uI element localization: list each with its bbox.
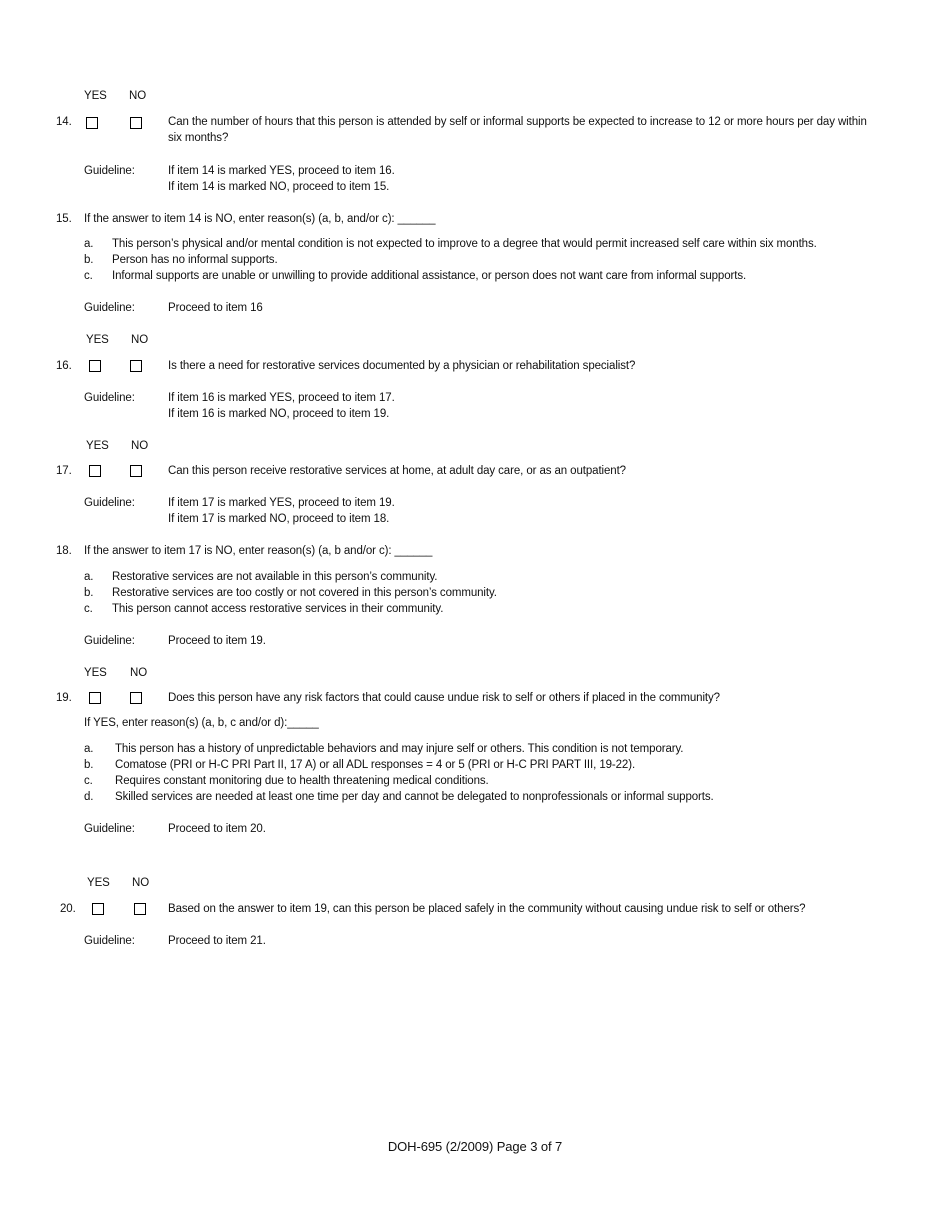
item-15-number: 15.: [56, 213, 72, 225]
item-15-guideline: Proceed to item 16: [168, 302, 263, 314]
item-19-number: 19.: [56, 692, 72, 704]
item-18-number: 18.: [56, 545, 72, 557]
item-20-yes-checkbox[interactable]: [92, 903, 104, 915]
guideline-label: Guideline:: [84, 635, 135, 647]
no-label: NO: [132, 877, 150, 889]
item-17-guideline-yes: If item 17 is marked YES, proceed to item 19.: [168, 497, 395, 509]
item-20-guideline: Proceed to item 21.: [168, 935, 266, 947]
item-19-option-letter: a.: [84, 743, 94, 755]
item-20-no-checkbox[interactable]: [134, 903, 146, 915]
item-18-option-letter: c.: [84, 603, 93, 615]
item-19-option-letter: b.: [84, 759, 94, 771]
item-16-guideline-no: If item 16 is marked NO, proceed to item 19.: [168, 408, 390, 420]
item-14-question-cont: six months?: [168, 132, 229, 144]
guideline-label: Guideline:: [84, 823, 135, 835]
item-14-number: 14.: [56, 116, 72, 128]
item-17-number: 17.: [56, 465, 72, 477]
no-label: NO: [131, 440, 149, 452]
item-14-yes-checkbox[interactable]: [86, 117, 98, 129]
item-18-option-text: Restorative services are too costly or not covered in this person’s community.: [112, 587, 497, 599]
item-14-no-checkbox[interactable]: [130, 117, 142, 129]
item-14-question: Can the number of hours that this person is attended by self or informal supports be expected to increase to 12 or more hours per day within: [168, 116, 867, 128]
item-18-option-text: This person cannot access restorative services in their community.: [112, 603, 444, 615]
item-15-option-letter: c.: [84, 270, 93, 282]
item-18-option-text: Restorative services are not available in this person’s community.: [112, 571, 438, 583]
item-15-prompt: If the answer to item 14 is NO, enter reason(s) (a, b, and/or c): ______: [84, 213, 436, 225]
item-15-option-letter: a.: [84, 238, 94, 250]
item-17-guideline-no: If item 17 is marked NO, proceed to item 18.: [168, 513, 390, 525]
item-16-no-checkbox[interactable]: [130, 360, 142, 372]
item-16-number: 16.: [56, 360, 72, 372]
item-19-prompt: If YES, enter reason(s) (a, b, c and/or d):_____: [84, 717, 319, 729]
guideline-label: Guideline:: [84, 302, 135, 314]
item-15-option-text: Person has no informal supports.: [112, 254, 278, 266]
item-19-option-text: Requires constant monitoring due to health threatening medical conditions.: [115, 775, 489, 787]
item-19-option-text: Comatose (PRI or H-C PRI Part II, 17 A) or all ADL responses = 4 or 5 (PRI or H-C PRI PART III, 19-22).: [115, 759, 636, 771]
page-footer: DOH-695 (2/2009) Page 3 of 7: [387, 1139, 563, 1154]
guideline-label: Guideline:: [84, 935, 135, 947]
yes-label: YES: [84, 667, 107, 679]
item-19-option-text: This person has a history of unpredictable behaviors and may injure self or others. This condition is not temporary.: [115, 743, 684, 755]
item-15-option-text: This person’s physical and/or mental condition is not expected to improve to a degree that would permit increased self care within six months.: [112, 238, 817, 250]
item-20-question: Based on the answer to item 19, can this person be placed safely in the community without causing undue risk to self or others?: [168, 903, 806, 915]
item-19-yes-checkbox[interactable]: [89, 692, 101, 704]
item-17-question: Can this person receive restorative services at home, at adult day care, or as an outpatient?: [168, 465, 626, 477]
item-16-yes-checkbox[interactable]: [89, 360, 101, 372]
yes-label: YES: [87, 877, 110, 889]
item-17-yes-checkbox[interactable]: [89, 465, 101, 477]
yes-label: YES: [86, 334, 109, 346]
item-20-number: 20.: [60, 903, 76, 915]
item-18-option-letter: b.: [84, 587, 94, 599]
guideline-label: Guideline:: [84, 497, 135, 509]
item-19-option-letter: d.: [84, 791, 94, 803]
item-16-guideline-yes: If item 16 is marked YES, proceed to item 17.: [168, 392, 395, 404]
yes-label: YES: [84, 90, 107, 102]
item-19-question: Does this person have any risk factors that could cause undue risk to self or others if placed in the community?: [168, 692, 720, 704]
item-18-prompt: If the answer to item 17 is NO, enter reason(s) (a, b and/or c): ______: [84, 545, 433, 557]
item-18-option-letter: a.: [84, 571, 94, 583]
item-19-option-letter: c.: [84, 775, 93, 787]
item-15-option-letter: b.: [84, 254, 94, 266]
item-19-no-checkbox[interactable]: [130, 692, 142, 704]
item-14-guideline-yes: If item 14 is marked YES, proceed to item 16.: [168, 165, 395, 177]
no-label: NO: [129, 90, 147, 102]
item-16-question: Is there a need for restorative services documented by a physician or rehabilitation specialist?: [168, 360, 636, 372]
no-label: NO: [130, 667, 148, 679]
item-17-no-checkbox[interactable]: [130, 465, 142, 477]
item-18-guideline: Proceed to item 19.: [168, 635, 266, 647]
guideline-label: Guideline:: [84, 392, 135, 404]
guideline-label: Guideline:: [84, 165, 135, 177]
item-15-option-text: Informal supports are unable or unwilling to provide additional assistance, or person does not want care from informal supports.: [112, 270, 747, 282]
item-19-option-text: Skilled services are needed at least one time per day and cannot be delegated to nonprofessionals or informal supports.: [115, 791, 714, 803]
no-label: NO: [131, 334, 149, 346]
item-14-guideline-no: If item 14 is marked NO, proceed to item 15.: [168, 181, 390, 193]
yes-label: YES: [86, 440, 109, 452]
item-19-guideline: Proceed to item 20.: [168, 823, 266, 835]
